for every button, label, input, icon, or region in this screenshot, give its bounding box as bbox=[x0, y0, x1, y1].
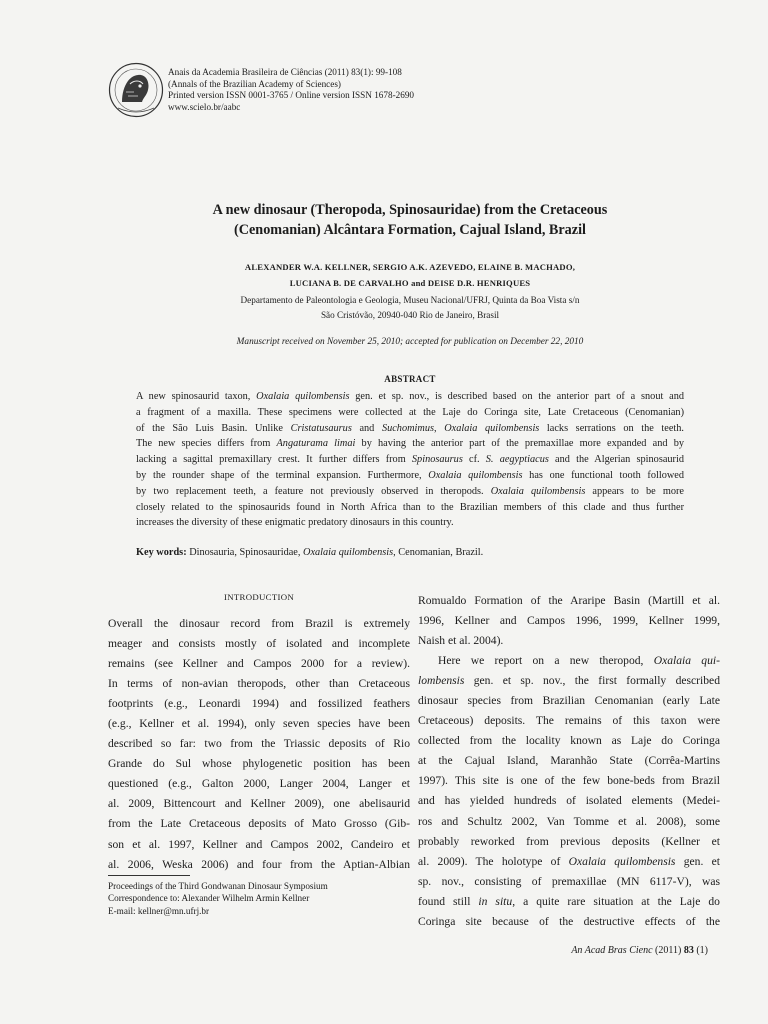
keywords-label: Key words: bbox=[136, 547, 187, 558]
abstract-line: increases the diversity of these enigmatic predatory dinosaurs in this country. bbox=[136, 517, 454, 529]
paper-title: A new dinosaur (Theropoda, Spinosauridae) from the Cretaceous (Cenomanian) Alcântara Formation, Cajual Island, Brazil bbox=[212, 202, 608, 238]
body-line: meager and consists mostly of isolated and incomplete bbox=[108, 637, 410, 651]
body-line: 1997). This site is one of the few bone-beds from Brazil bbox=[418, 774, 720, 788]
body-line: collected from the locality known as Laje do Coringa bbox=[418, 734, 720, 748]
abstract-line: The new species differs from Angaturama limai by having the anterior part of the premaxillae more expanded and by bbox=[136, 438, 684, 450]
abstract-line: lacking a sagittal premaxillary crest. It further differs from Spinosaurus cf. S. aegyptiacus and the Algerian spinosaurid bbox=[136, 454, 684, 466]
affiliation: Departamento de Paleontologia e Geologia, Museu Nacional/UFRJ, Quinta da Boa Vista s/n São Cristóvão, 20940-040 Rio de Janeiro, Brasil bbox=[240, 295, 580, 320]
abstract-line: by two replacement teeth, a feature not previously observed in theropods. Oxalaia quilombensis appears to be more bbox=[136, 485, 684, 497]
abstract-line: by the rounder shape of the terminal expansion. Furthermore, Oxalaia quilombensis has one functional tooth followed bbox=[136, 469, 684, 481]
abstract-line: A new spinosaurid taxon, Oxalaia quilombensis gen. et sp. nov., is described based on the anterior part of a snout and bbox=[136, 391, 685, 402]
body-line: Cretaceous) deposits. The remains of this taxon were bbox=[418, 714, 720, 728]
body-line: Overall the dinosaur record from Brazil is extremely bbox=[108, 617, 410, 630]
body-line: remains (see Kellner and Campos 2000 for a review). bbox=[108, 657, 410, 671]
email-address: E-mail: kellner@mn.ufrj.br bbox=[108, 905, 210, 916]
body-line: Grande do Sul whose phylogenetic position has been bbox=[108, 757, 410, 771]
body-line: described so far: two from the Triassic deposits of Rio bbox=[108, 737, 410, 751]
body-line: Coringa site because of the destructive effects of the bbox=[418, 914, 720, 928]
body-line: Here we report on a new theropod, Oxalaia qui- bbox=[438, 654, 720, 668]
body-line: Naish et al. 2004). bbox=[418, 634, 504, 648]
body-line: In terms of non-avian theropods, other than Cretaceous bbox=[108, 677, 410, 691]
section-heading: INTRODUCTION bbox=[223, 592, 295, 602]
body-line: ros and Schultz 2002, Van Tomme et al. 2008), some bbox=[418, 814, 720, 828]
body-line: al. 2009). The holotype of Oxalaia quilombensis gen. et bbox=[418, 854, 721, 868]
left-column bbox=[108, 614, 410, 875]
body-line: from the Late Cretaceous deposits of Mato Grosso (Gib- bbox=[108, 817, 410, 831]
journal-line: Anais da Academia Brasileira de Ciências (2011) 83(1): 99-108 bbox=[168, 67, 402, 77]
journal-info bbox=[168, 67, 414, 113]
body-line: Romualdo Formation of the Araripe Basin (Martill et al. bbox=[418, 594, 720, 607]
author-list: ALEXANDER W.A. KELLNER, SERGIO A.K. AZEVEDO, ELAINE B. MACHADO, LUCIANA B. DE CARVALHO and DEISE D.R. HENRIQUES bbox=[244, 262, 576, 288]
body-line: sp. nov., consisting of premaxillae (MN 6117-V), was bbox=[418, 874, 720, 888]
body-line: dinosaur species from Brazilian Cenomanian (early Late bbox=[418, 694, 720, 708]
body-line: son et al. 1997, Kellner and Campos 2002, Candeiro et bbox=[108, 837, 410, 851]
abstract-line: of the São Luis Basin. Unlike Cristatusaurus and Suchomimus, Oxalaia quilombensis lacks serrations on the teeth. bbox=[136, 422, 684, 434]
abstract-heading: ABSTRACT bbox=[384, 374, 436, 384]
body-line: found still in situ, a quite rare situation at the Laje do bbox=[418, 894, 720, 908]
academy-seal-logo bbox=[108, 62, 164, 118]
abstract-body bbox=[136, 389, 684, 531]
keywords: Key words: Dinosauria, Spinosauridae, Oxalaia quilombensis, Cenomanian, Brazil. bbox=[136, 547, 484, 558]
body-line: al. 2006, Weska 2006) and four from the Aptian-Albian bbox=[108, 857, 410, 871]
page-footer: An Acad Bras Cienc (2011) 83 (1) bbox=[571, 945, 708, 956]
journal-url: www.scielo.br/aabc bbox=[168, 101, 241, 112]
abstract-line: a fragment of a maxilla. These specimens were collected at the Laje do Coringa site, Late Cretaceous (Cenomanian) bbox=[136, 406, 684, 418]
right-column bbox=[418, 591, 720, 932]
body-line: lombensis gen. et sp. nov., the first formally described bbox=[418, 674, 720, 688]
body-line: al. 2009, Bittencourt and Kellner 2009), one abelisaurid bbox=[108, 797, 410, 811]
footnote: Proceedings of the Third Gondwanan Dinosaur Symposium Correspondence to: Alexander Wilhelm Armin Kellner E-mail: kellner@mn.ufrj.br bbox=[108, 881, 328, 916]
journal-line: (Annals of the Brazilian Academy of Sciences) bbox=[168, 78, 341, 89]
body-line: 1996, Kellner and Campos 1996, 1999, Kellner 1999, bbox=[418, 614, 720, 628]
footnote-divider bbox=[108, 875, 190, 876]
body-line: and has yielded hundreds of isolated elements (Medei- bbox=[418, 794, 720, 808]
body-line: at the Cajual Island, Maranhão State (Corrêa-Martins bbox=[418, 754, 720, 768]
body-line: footprints (e.g., Leonardi 1994) and fossilized feathers bbox=[108, 697, 410, 711]
journal-line: Printed version ISSN 0001-3765 / Online version ISSN 1678-2690 bbox=[168, 90, 415, 101]
body-line: questioned (e.g., Galton 2000, Langer 2004, Langer et bbox=[108, 777, 410, 791]
abstract-line: closely related to the spinosaurids found in North Africa than to the Brazilian members of this clade and thus further bbox=[136, 501, 684, 513]
body-line: (e.g., Kellner et al. 1994), only seven species have been bbox=[108, 717, 410, 731]
manuscript-dates: Manuscript received on November 25, 2010; accepted for publication on December 22, 2010 bbox=[236, 337, 584, 347]
body-line: probably reworked from previous deposits (Kellner et bbox=[418, 834, 720, 848]
